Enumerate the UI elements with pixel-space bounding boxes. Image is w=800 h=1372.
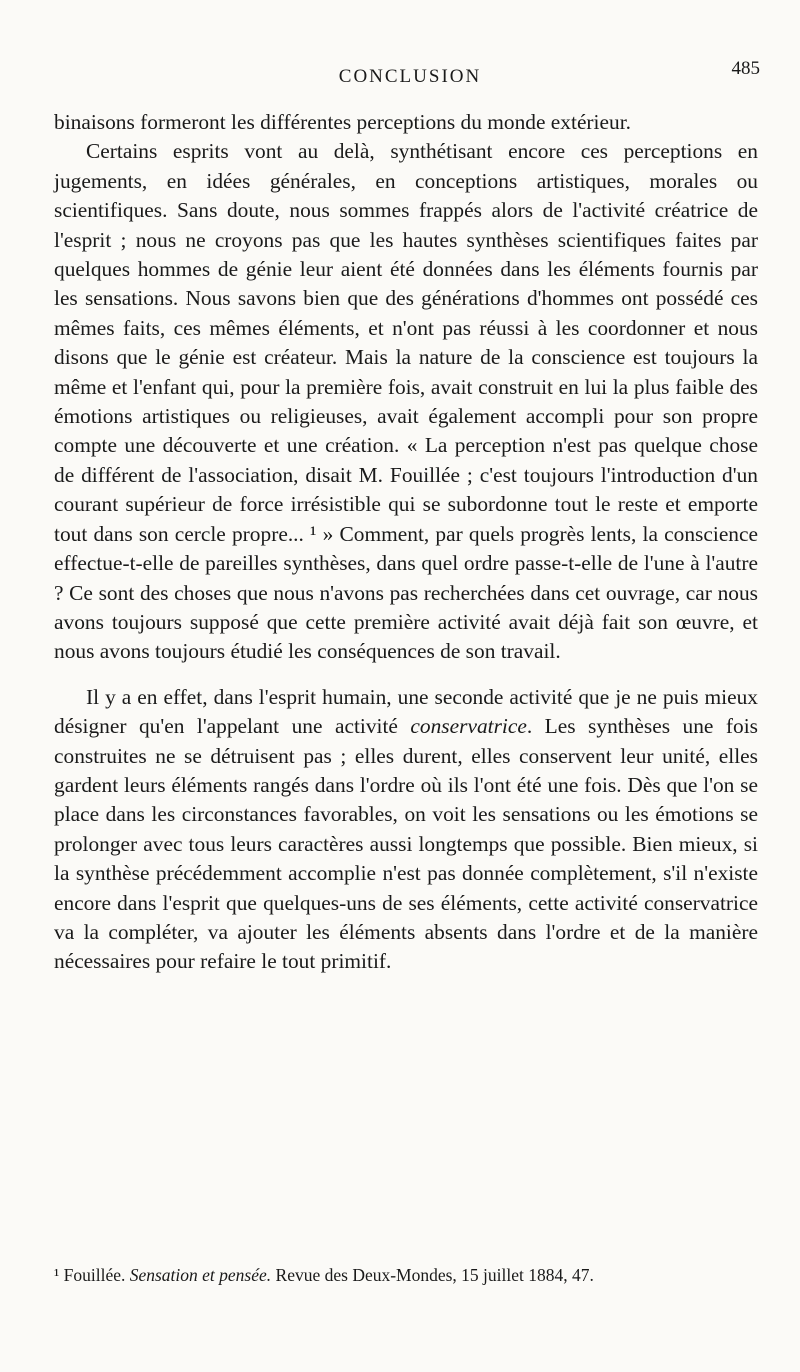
paragraph-activite-conservatrice [54, 683, 758, 977]
running-title: CONCLUSION [338, 66, 482, 87]
page-number: 485 [731, 58, 760, 79]
footnote-source: Revue des Deux-Mondes, 15 juillet 1884, 47. [275, 1265, 594, 1285]
paragraph-text-after: . Les synthèses une fois construites ne se détruisent pas ; elles durent, elles conservent leur unité, elles gardent leurs éléments rangés dans l'ordre où ils l'ont été une fois. Dès que l'on se place dans les circonstances favorables, on voit les sensations ou les émotions se prolonger avec tous leurs caractères aussi longtemps que possible. Bien mieux, si la synthèse précédemment accomplie n'est pas donnée complètement, s'il n'existe encore dans l'esprit que quelques-uns de ses éléments, cette activité conservatrice va la compléter, va ajouter les éléments absents dans l'ordre et de la manière nécessaires pour refaire le tout primitif. [54, 714, 758, 974]
footnote-title: Sensation et pensée. [129, 1265, 272, 1285]
paragraph-continuation: binaisons formeront les différentes perceptions du monde extérieur. [54, 110, 631, 134]
footnote [54, 1264, 758, 1286]
footnote-author: Fouillée. [63, 1265, 126, 1285]
emphasis-conservatrice: conservatrice [410, 714, 527, 739]
paragraph-text-before: Il y a en effet, dans l'esprit humain, une seconde activité que je ne puis mieux désigner qu'en l'appelant une activité [54, 684, 758, 739]
footnote-marker: ¹ [54, 1265, 60, 1285]
paragraph-certains-esprits: Certains esprits vont au delà, synthétisant encore ces perceptions en jugements, en idées générales, en conceptions artistiques, morales ou scientifiques. Sans doute, nous sommes frappés alors de l'activité créatrice de l'esprit ; nous ne croyons pas que les hautes synthèses scientifiques faites par quelques hommes de génie leur aient été données dans les éléments fournis par les sensations. Nous savons bien que des générations d'hommes ont possédé ces mêmes faits, ces mêmes éléments, et n'ont pas réussi à les coordonner et nous disons que le génie est créateur. Mais la nature de la conscience est toujours la même et l'enfant qui, pour la première fois, avait construit en lui la plus faible des émotions artistiques ou religieuses, avait également accompli pour son propre compte une découverte et une création. « La perception n'est pas quelque chose de différent de l'association, disait M. Fouillée ; c'est toujours l'introduction d'un courant supérieur de force irrésistible qui se subordonne tout le reste et emporte tout dans son cercle propre... ¹ » Comment, par quels progrès lents, la conscience effectue-t-elle de pareilles synthèses, dans quel ordre passe-t-elle de l'une à l'autre ? Ce sont des choses que nous n'avons pas recherchées dans cet ouvrage, car nous avons toujours supposé que cette première activité avait déjà fait son œuvre, et nous avons toujours étudié les conséquences de son travail. [54, 139, 758, 664]
running-head [60, 58, 760, 90]
body-text [54, 108, 758, 977]
